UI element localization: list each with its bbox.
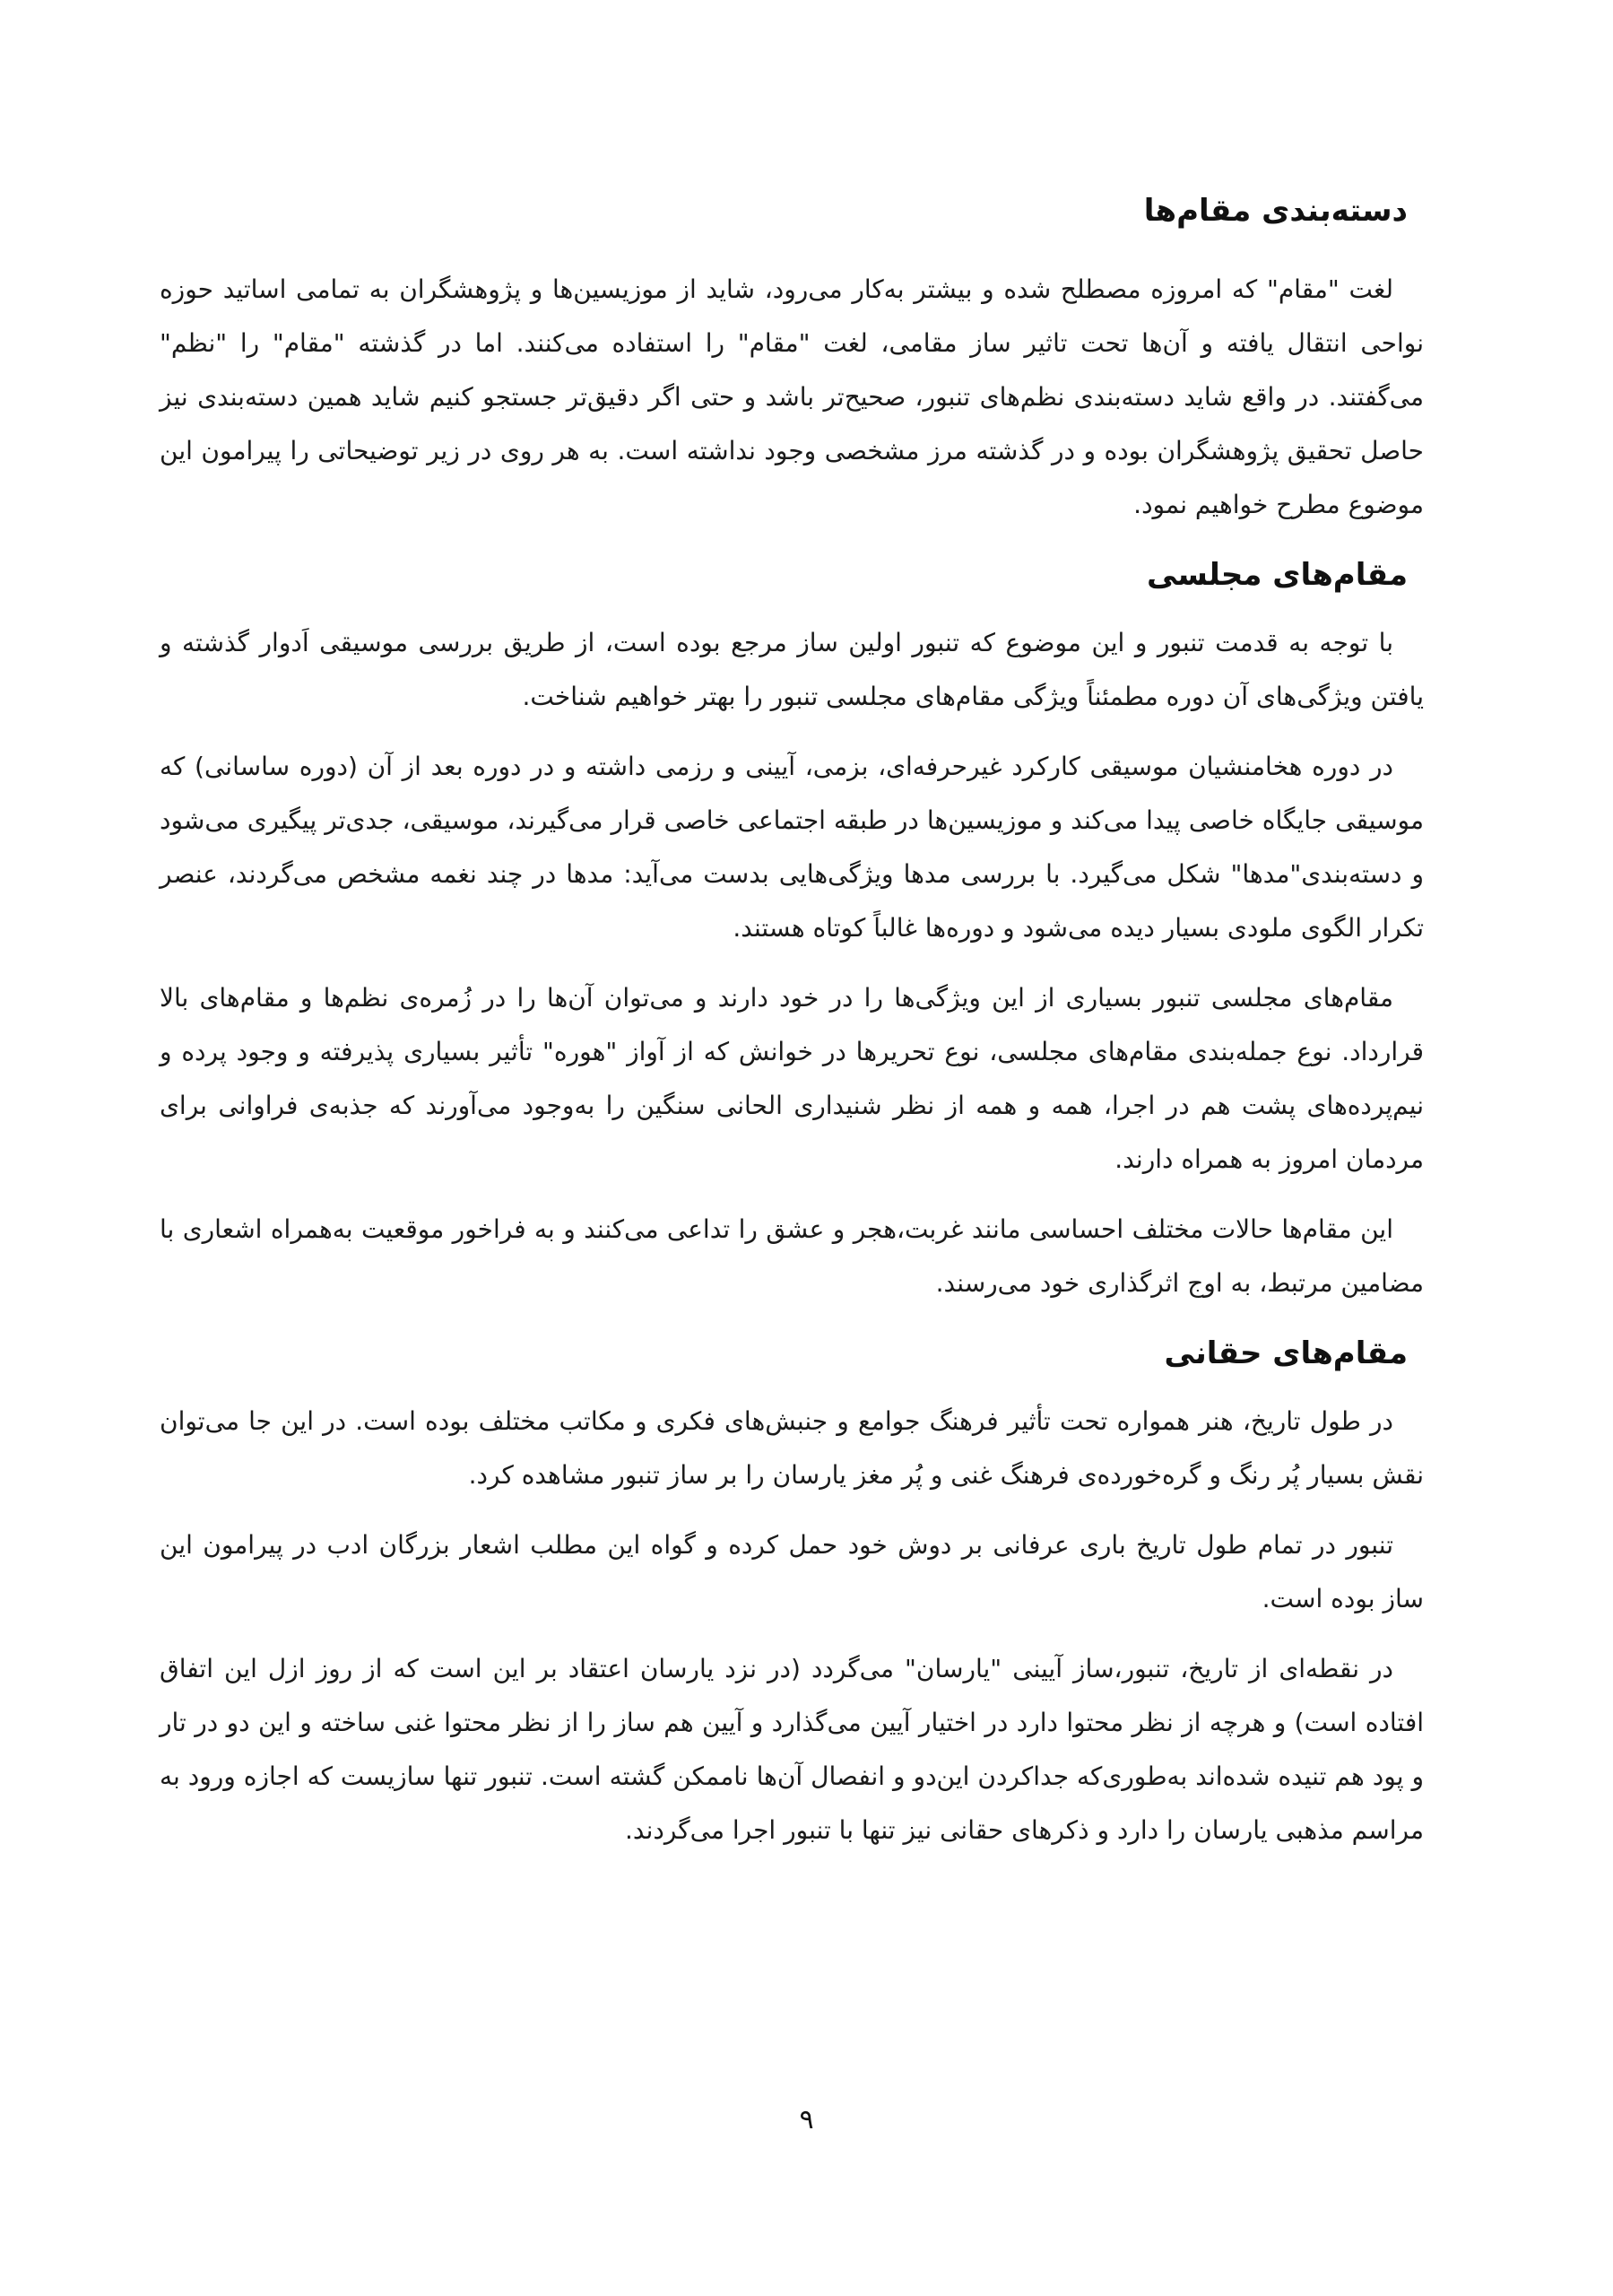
paragraph: لغت "مقام" که امروزه مصطلح شده و بیشتر به‌کار می‌رود، شاید از موزیسین‌ها و پژوهشگران به تمامی اساتید حوزه نواحی انتقال یافته و آن‌ها تحت تاثیر ساز مقامی، لغت "مقام" را استفاده می‌کنند. اما در گذشته "مقام" را "نظم" می‌گفتند. در واقع شاید دسته‌بندی نظم‌های تنبور، صحیح‌تر باشد و حتی اگر دقیق‌تر جستجو کنیم شاید همین دسته‌بندی نیز حاصل تحقیق پژوهشگران بوده و در گذشته مرز مشخصی وجود نداشته است. به هر روی در زیر توضیحاتی را پیرامون این موضوع مطرح خواهیم نمود.: [160, 274, 1424, 519]
paragraph: در دوره هخامنشیان موسیقی کارکرد غیرحرفه‌ای، بزمی، آیینی و رزمی داشته و در دوره بعد از آن (دوره ساسانی) که موسیقی جایگاه خاصی پیدا می‌کند و موزیسین‌ها در طبقه اجتماعی خاصی قرار می‌گیرند، موسیقی، جدی‌تر پیگیری می‌شود و دسته‌بندی"مدها" شکل می‌گیرد. با بررسی مدها ویژگی‌هایی بدست می‌آید: مدها در چند نغمه مشخص می‌گردند، عنصر تکرار الگوی ملودی بسیار دیده می‌شود و دوره‌ها غالباً کوتاه هستند.: [160, 752, 1424, 943]
section-majlesi-maqams: [160, 548, 1424, 1310]
page-content: [160, 184, 1424, 1874]
section-heading-classification: دسته‌بندی مقام‌ها: [1143, 193, 1408, 229]
section-haqqani-maqams: [160, 1326, 1424, 1857]
paragraph: این مقام‌ها حالات مختلف احساسی مانند غربت،هجر و عشق را تداعی می‌کنند و به فراخور موقعیت به‌همراه اشعاری با مضامین مرتبط، به اوج اثرگذاری خود می‌رسند.: [160, 1214, 1424, 1298]
section-heading-majlesi: مقام‌های مجلسی: [1147, 557, 1408, 593]
section-heading-haqqani: مقام‌های حقانی: [1164, 1335, 1408, 1371]
paragraph: مقام‌های مجلسی تنبور بسیاری از این ویژگی‌ها را در خود دارند و می‌توان آن‌ها را در زُمره‌ی نظم‌ها و مقام‌های بالا قرارداد. نوع جمله‌بندی مقام‌های مجلسی، نوع تحریرها در خوانش که از آواز "هوره" تأثیر بسیاری پذیرفته و وجود پرده و نیم‌پرده‌های پشت هم در اجرا، همه و همه از نظر شنیداری الحانی سنگین را به‌وجود می‌آورند که جذبه‌ی فراوانی برای مردمان امروز به همراه دارند.: [160, 983, 1424, 1174]
page-number: ۹: [799, 2104, 814, 2135]
paragraph: در نقطه‌ای از تاریخ، تنبور،ساز آیینی "یارسان" می‌گردد (در نزد یارسان اعتقاد بر این است که از روز ازل این اتفاق افتاده است) و هرچه از نظر محتوا دارد در اختیار آیین می‌گذارد و آیین هم ساز را از نظر محتوا غنی ساخته و این دو در تار و پود هم تنیده شده‌اند به‌طوری‌که جداکردن این‌دو و انفصال آن‌ها ناممکن گشته است. تنبور تنها سازیست که اجازه ورود به مراسم مذهبی یارسان را دارد و ذکرهای حقانی نیز تنها با تنبور اجرا می‌گردند.: [160, 1654, 1424, 1845]
paragraph: تنبور در تمام طول تاریخ باری عرفانی بر دوش خود حمل کرده و گواه این مطلب اشعار بزرگان ادب در پیرامون این ساز بوده است.: [160, 1530, 1424, 1613]
paragraph: با توجه به قدمت تنبور و این موضوع که تنبور اولین ساز مرجع بوده است، از طریق بررسی موسیقی اَدوار گذشته و یافتن ویژگی‌های آن دوره مطمئناً ویژگی مقام‌های مجلسی تنبور را بهتر خواهیم شناخت.: [160, 628, 1424, 711]
section-classification-of-maqams: [160, 184, 1424, 532]
paragraph: در طول تاریخ، هنر همواره تحت تأثیر فرهنگ جوامع و جنبش‌های فکری و مکاتب مختلف بوده است. در این جا می‌توان نقش بسیار پُر رنگ و گره‌خورده‌ی فرهنگ غنی و پُر مغز یارسان را بر ساز تنبور مشاهده کرد.: [160, 1406, 1424, 1490]
